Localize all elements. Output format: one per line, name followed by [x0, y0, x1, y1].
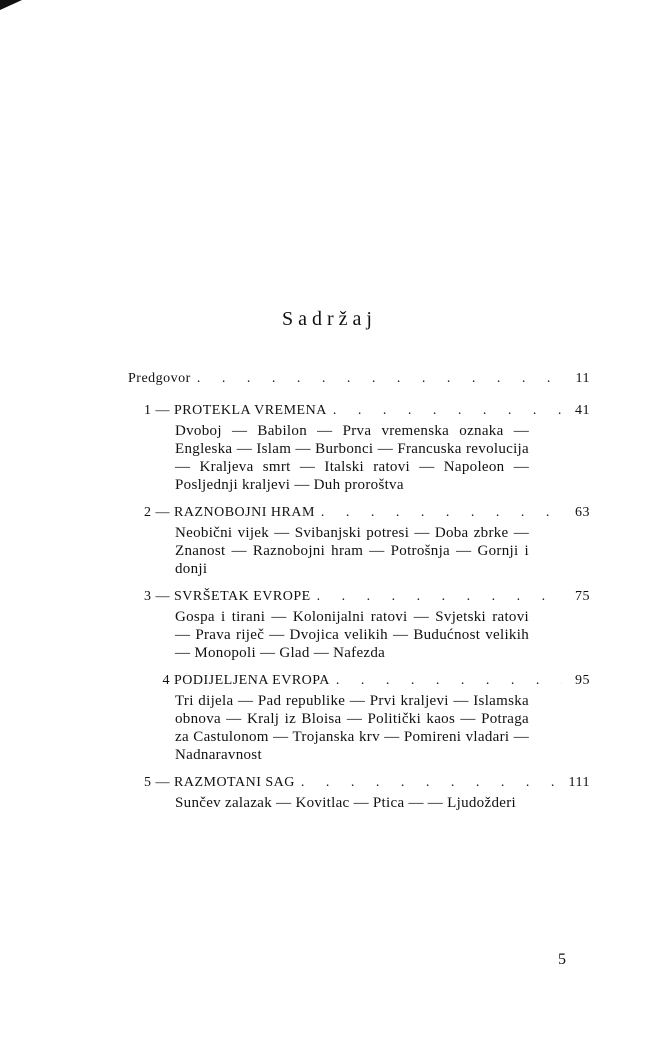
- scan-corner-mark: [0, 0, 22, 10]
- page-title: Sadržaj: [282, 308, 377, 330]
- dot-leader: [295, 774, 562, 792]
- chapter-number: 1 —: [144, 403, 170, 418]
- chapter-description: Dvoboj — Babilon — Prva vremenska oznaka — Engleska — Islam — Burbonci — Francuska revolucija — Kraljeva smrt — Italski ratovi — Napoleon — Posljednji kraljevi — Duh proroštva: [175, 423, 529, 493]
- chapter-number: 3 —: [144, 589, 170, 604]
- toc-entry-chapter-5[interactable]: [120, 774, 590, 812]
- preface-page-number: 11: [575, 371, 590, 386]
- chapter-page-number: 75: [575, 589, 590, 604]
- chapter-page-number: 63: [575, 505, 590, 520]
- dot-leader: [315, 504, 562, 522]
- chapter-description: Sunčev zalazak — Kovitlac — Ptica — — Ljudožderi: [175, 795, 516, 811]
- chapter-description: Neobični vijek — Svibanjski potresi — Doba zbrke — Znanost — Raznobojni hram — Potrošnja — Gornji i donji: [175, 525, 529, 577]
- chapter-number: 4: [162, 673, 170, 688]
- chapter-number: 5 —: [144, 775, 170, 790]
- chapter-title: RAZMOTANI SAG: [174, 775, 295, 790]
- dot-leader: [311, 588, 562, 606]
- chapter-description: Gospa i tirani — Kolonijalni ratovi — Svjetski ratovi — Prava riječ — Dvojica velikih — Budućnost velikih — Monopoli — Glad — Nafezda: [175, 609, 529, 661]
- table-of-contents: [120, 370, 590, 822]
- toc-entry-chapter-3[interactable]: [120, 588, 590, 662]
- chapter-title: SVRŠETAK EVROPE: [174, 589, 311, 604]
- toc-entry-chapter-1[interactable]: [120, 402, 590, 494]
- chapter-page-number: 95: [575, 673, 590, 688]
- dot-leader: [330, 672, 562, 690]
- toc-entry-chapter-2[interactable]: [120, 504, 590, 578]
- page-number: 5: [558, 951, 566, 968]
- chapter-title: PODIJELJENA EVROPA: [174, 673, 330, 688]
- chapter-title: PROTEKLA VREMENA: [174, 403, 327, 418]
- dot-leader: [191, 370, 562, 388]
- toc-entry-chapter-4[interactable]: [120, 672, 590, 764]
- toc-entry-preface[interactable]: [120, 370, 590, 388]
- dot-leader: [327, 402, 562, 420]
- chapter-number: 2 —: [144, 505, 170, 520]
- chapter-title: RAZNOBOJNI HRAM: [174, 505, 315, 520]
- preface-label: Predgovor: [128, 371, 191, 386]
- chapter-page-number: 41: [575, 403, 590, 418]
- chapter-page-number: 111: [568, 775, 590, 790]
- chapter-description: Tri dijela — Pad republike — Prvi kraljevi — Islamska obnova — Kralj iz Bloisa — Politički kaos — Potraga za Castulonom — Trojanska krv — Pomireni vladari — Nadnaravnost: [175, 693, 529, 763]
